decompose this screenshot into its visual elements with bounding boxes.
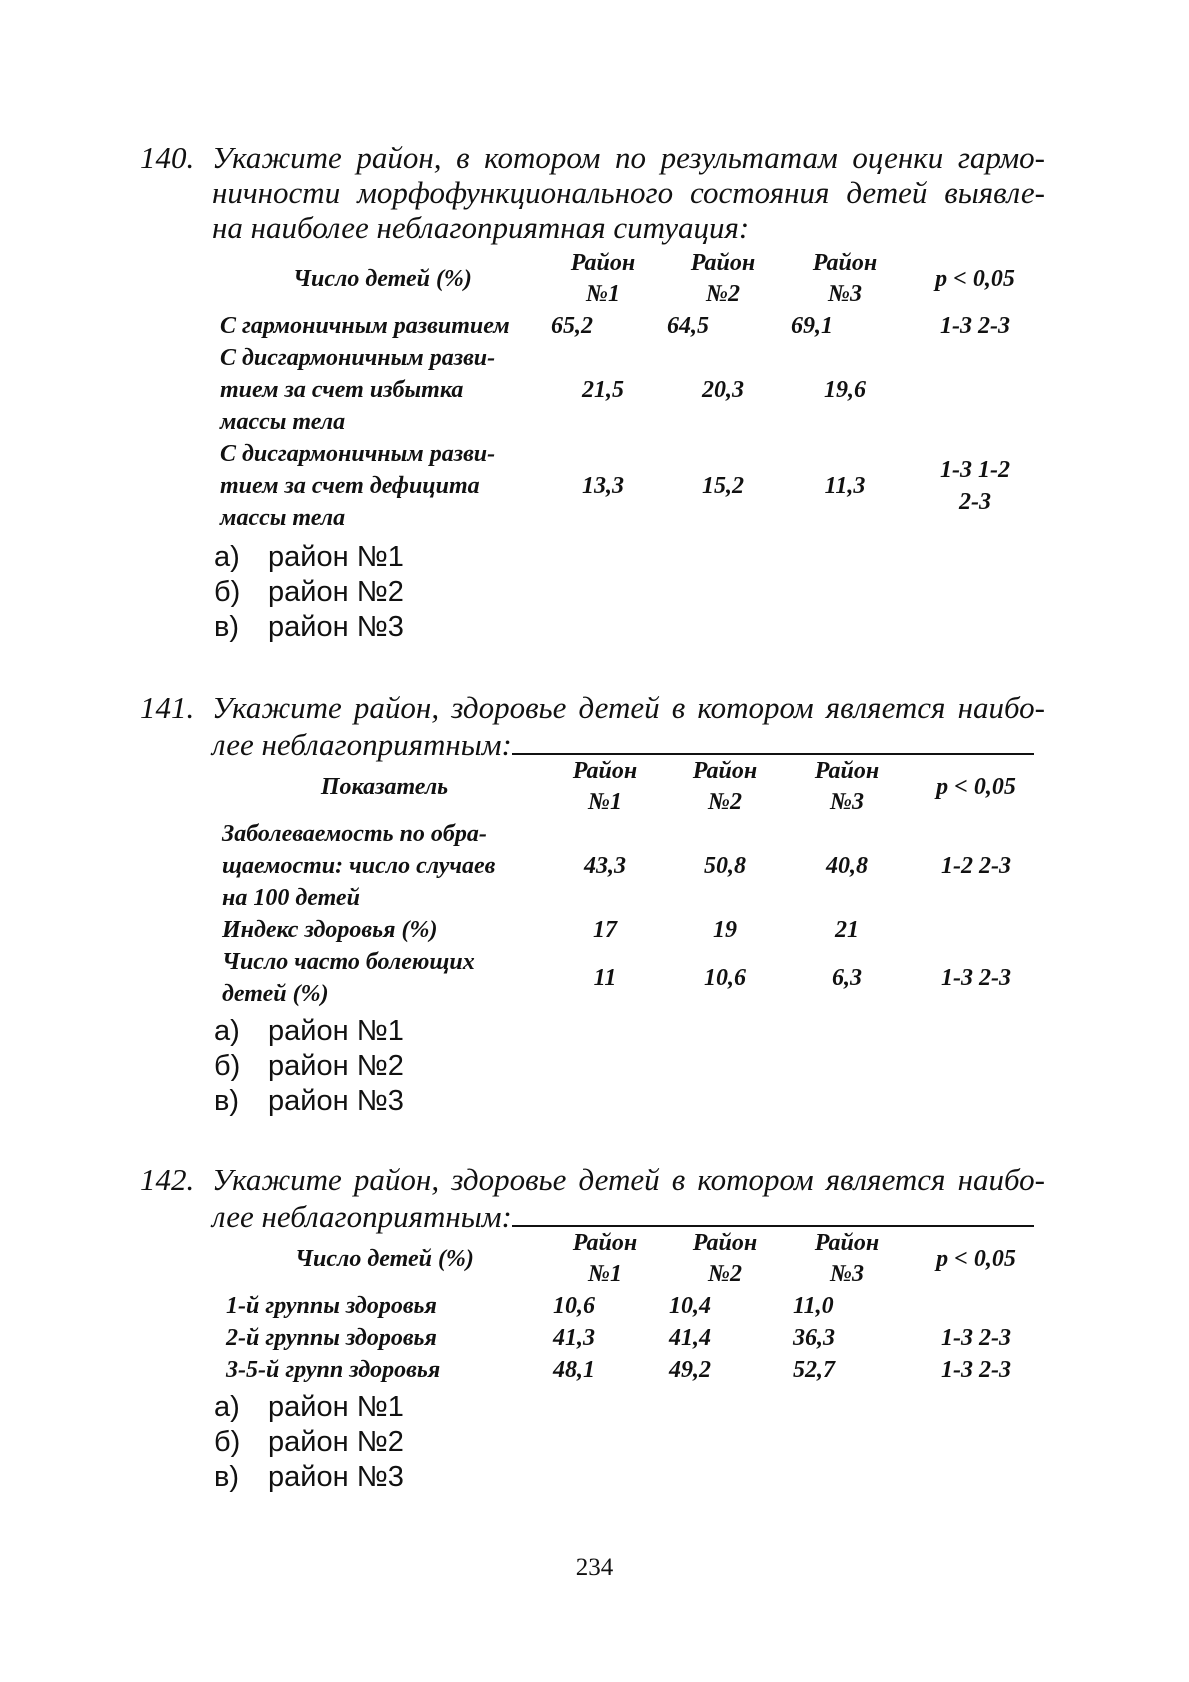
cell-value: 43,3 — [584, 853, 626, 879]
question-text: ничности морфофункционального состояния детей выявле- — [212, 175, 1045, 210]
question-text: Укажите район, здоровье детей в котором является наибо- — [212, 690, 1045, 725]
header-p-value: р < 0,05 — [936, 774, 1016, 800]
table-row — [220, 310, 1045, 342]
question-text: Укажите район, в котором по результатам оценки гармо- — [212, 140, 1045, 175]
cell-value: 52,7 — [793, 1357, 835, 1383]
cell-value: 19,6 — [824, 377, 866, 403]
header-district-3: Район №3 — [812, 250, 878, 307]
cell-p-value: 1-3 2-3 — [940, 313, 1010, 339]
cell-p-value: 1-3 1-2 2-3 — [940, 457, 1010, 515]
cell-value: 11,0 — [793, 1293, 834, 1319]
cell-value: 10,6 — [704, 965, 746, 991]
cell-value: 69,1 — [791, 313, 833, 339]
cell-value: 6,3 — [832, 965, 862, 991]
header-label: Число детей (%) — [293, 266, 472, 292]
table-row — [222, 946, 1045, 1010]
question-141 — [140, 690, 1045, 760]
question-line — [140, 210, 1045, 245]
cell-value: 10,6 — [553, 1293, 595, 1319]
cell-value: 13,3 — [582, 473, 624, 499]
table-row — [222, 1322, 1045, 1354]
cell-value: 21,5 — [582, 377, 624, 403]
option-letter: в) — [214, 1461, 240, 1493]
option-text: район №3 — [268, 611, 404, 643]
cell-value: 49,2 — [669, 1357, 711, 1383]
question-140 — [140, 140, 1045, 245]
question-text: Укажите район, здоровье детей в котором является наибо- — [212, 1162, 1045, 1197]
cell-value: 21 — [835, 917, 859, 943]
data-table-141 — [222, 756, 1045, 1010]
table-row — [220, 438, 1045, 534]
cell-value: 64,5 — [667, 313, 709, 339]
cell-value: 41,3 — [553, 1325, 595, 1351]
header-p-value: р < 0,05 — [936, 1246, 1016, 1272]
row-label: Индекс здоровья (%) — [222, 917, 438, 943]
cell-value: 17 — [593, 917, 617, 943]
cell-p-value: 1-2 2-3 — [941, 853, 1011, 879]
page-number: 234 — [575, 1554, 614, 1581]
cell-value: 40,8 — [826, 853, 868, 879]
table-header-row — [222, 1228, 1045, 1290]
question-line — [140, 1197, 1045, 1232]
header-district-2: Район №2 — [690, 250, 756, 307]
option-text: район №2 — [268, 1426, 404, 1458]
option-text: район №3 — [268, 1461, 404, 1493]
answer-blank-line — [512, 725, 1034, 755]
header-district-3: Район №3 — [814, 1230, 880, 1287]
question-text: лее неблагоприятным: — [212, 725, 1045, 762]
option-text: район №3 — [268, 1085, 404, 1117]
header-p-value: р < 0,05 — [935, 266, 1015, 292]
cell-p-value: 1-3 2-3 — [941, 1325, 1011, 1351]
option-letter: а) — [214, 1391, 240, 1423]
question-number: 140. — [140, 140, 195, 175]
header-district-3: Район №3 — [814, 758, 880, 815]
option-letter: в) — [214, 611, 240, 643]
row-label: 2-й группы здоровья — [226, 1325, 437, 1351]
question-text: на наиболее неблагоприятная ситуация: — [212, 210, 750, 245]
question-line — [140, 175, 1045, 210]
table-row — [220, 342, 1045, 438]
cell-p-value — [905, 342, 1045, 438]
option-text: район №1 — [268, 541, 404, 573]
cell-value: 15,2 — [702, 473, 744, 499]
header-district-2: Район №2 — [692, 1230, 758, 1287]
table-header-row — [220, 248, 1045, 310]
data-table-142 — [222, 1228, 1045, 1386]
table-row — [222, 914, 1045, 946]
header-label: Показатель — [320, 774, 449, 800]
question-line — [140, 1162, 1045, 1197]
option-letter: б) — [214, 1050, 241, 1082]
cell-p-value: 1-3 2-3 — [941, 965, 1011, 991]
table-row — [222, 818, 1045, 914]
cell-p-value — [907, 1290, 1045, 1322]
question-line — [140, 690, 1045, 725]
cell-value: 41,4 — [669, 1325, 711, 1351]
table-row — [222, 1354, 1045, 1386]
table-header-row — [222, 756, 1045, 818]
cell-value: 20,3 — [702, 377, 744, 403]
cell-value: 10,4 — [669, 1293, 711, 1319]
option-letter: а) — [214, 541, 240, 573]
row-label: Число часто болеющих детей (%) — [222, 949, 475, 1007]
cell-p-value: 1-3 2-3 — [941, 1357, 1011, 1383]
cell-value: 36,3 — [793, 1325, 835, 1351]
row-label: 3-5-й групп здоровья — [226, 1357, 441, 1383]
row-label: С гармоничным развитием — [220, 313, 510, 339]
cell-value: 11 — [593, 965, 617, 991]
header-district-1: Район №1 — [572, 758, 638, 815]
question-text: лее неблагоприятным: — [212, 1197, 1045, 1234]
row-label: Заболеваемость по обра- щаемости: число случаев на 100 детей — [222, 821, 496, 911]
answer-blank-line — [512, 1197, 1034, 1227]
option-text: район №2 — [268, 576, 404, 608]
cell-p-value — [907, 914, 1045, 946]
option-text: район №1 — [268, 1015, 404, 1047]
question-number: 141. — [140, 690, 195, 725]
cell-value: 50,8 — [704, 853, 746, 879]
option-text: район №2 — [268, 1050, 404, 1082]
option-letter: в) — [214, 1085, 240, 1117]
row-label: С дисгармоничным разви- тием за счет избытка массы тела — [220, 345, 496, 435]
cell-value: 65,2 — [551, 313, 593, 339]
table-row — [222, 1290, 1045, 1322]
cell-value: 11,3 — [824, 473, 866, 499]
option-letter: б) — [214, 1426, 241, 1458]
cell-value: 19 — [713, 917, 737, 943]
question-line — [140, 725, 1045, 760]
header-district-1: Район №1 — [570, 250, 636, 307]
question-number: 142. — [140, 1162, 195, 1197]
question-142 — [140, 1162, 1045, 1232]
header-label: Число детей (%) — [295, 1246, 474, 1272]
row-label: 1-й группы здоровья — [226, 1293, 437, 1319]
option-text: район №1 — [268, 1391, 404, 1423]
header-district-2: Район №2 — [692, 758, 758, 815]
question-line — [140, 140, 1045, 175]
option-letter: б) — [214, 576, 241, 608]
row-label: С дисгармоничным разви- тием за счет дефицита массы тела — [220, 441, 496, 531]
cell-value: 48,1 — [553, 1357, 595, 1383]
data-table-140 — [220, 248, 1045, 534]
option-letter: а) — [214, 1015, 240, 1047]
header-district-1: Район №1 — [572, 1230, 638, 1287]
